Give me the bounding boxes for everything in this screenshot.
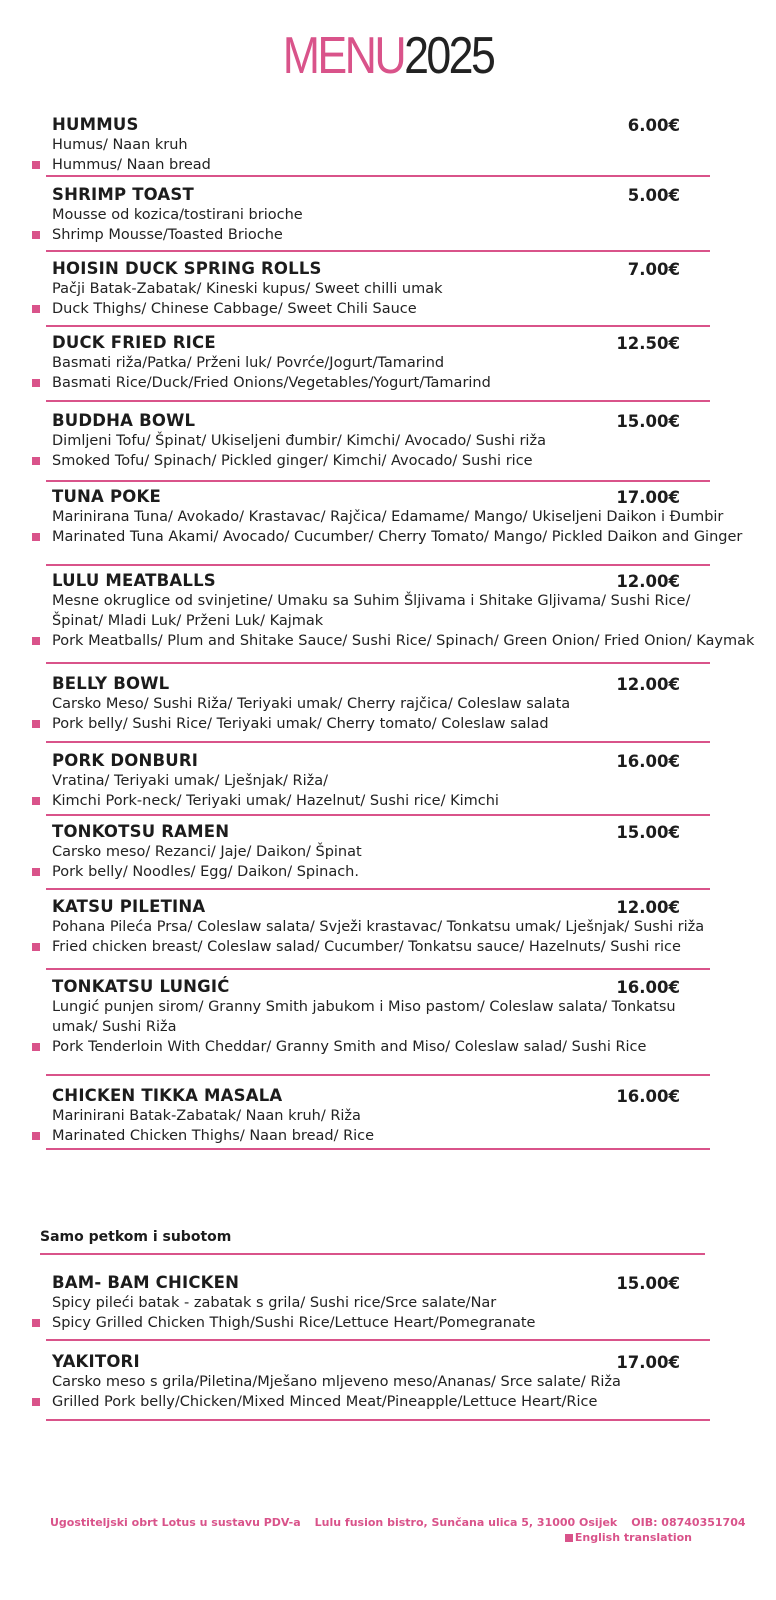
item-description-en <box>52 1392 740 1412</box>
item-description-hr: Vratina/ Teriyaki umak/ Lješnjak/ Riža/ <box>52 773 329 789</box>
menu-title-year: 2025 <box>404 27 494 85</box>
item-description-en-text: Marinated Tuna Akami/ Avocado/ Cucumber/ Cherry Tomato/ Mango/ Pickled Daikon and Ginger <box>52 529 743 545</box>
item-divider <box>46 250 710 252</box>
item-price: 16.00€ <box>616 1087 680 1106</box>
item-description-en-text: Hummus/ Naan bread <box>52 157 211 173</box>
bullet-icon <box>32 533 40 541</box>
item-name: SHRIMP TOAST <box>52 185 194 204</box>
item-description-hr: Basmati riža/Patka/ Prženi luk/ Povrće/Jogurt/Tamarind <box>52 355 445 371</box>
item-description-en-text: Basmati Rice/Duck/Fried Onions/Vegetables/Yogurt/Tamarind <box>52 375 491 391</box>
menu-item <box>30 1272 740 1333</box>
item-description-hr: Carsko meso s grila/Piletina/Mješano mljeveno meso/Ananas/ Srce salate/ Riža <box>52 1374 621 1390</box>
footer-legal: Ugostiteljski obrt Lotus u sustavu PDV-a <box>50 1516 301 1529</box>
menu-item <box>30 184 740 245</box>
menu-item <box>30 486 743 547</box>
menu-item <box>30 896 740 957</box>
item-divider <box>46 888 710 890</box>
item-description-en <box>52 527 743 547</box>
item-description-hr: Mousse od kozica/tostirani brioche <box>52 207 303 223</box>
menu-item <box>30 821 740 882</box>
item-description-hr: umak/ Sushi Riža <box>52 1019 177 1035</box>
item-name: DUCK FRIED RICE <box>52 333 216 352</box>
bullet-icon <box>32 1319 40 1327</box>
item-description-en-text: Spicy Grilled Chicken Thigh/Sushi Rice/Lettuce Heart/Pomegranate <box>52 1315 536 1331</box>
footer <box>50 1515 746 1545</box>
menu-item <box>30 332 740 393</box>
item-description-hr: Pačji Batak-Zabatak/ Kineski kupus/ Sweet chilli umak <box>52 281 443 297</box>
item-name: TONKOTSU RAMEN <box>52 822 230 841</box>
bullet-icon <box>32 1043 40 1051</box>
item-description-en <box>52 1313 740 1333</box>
item-description-en <box>52 373 740 393</box>
item-name: TUNA POKE <box>52 487 161 506</box>
item-description-en-text: Duck Thighs/ Chinese Cabbage/ Sweet Chili Sauce <box>52 301 417 317</box>
item-divider <box>46 662 710 664</box>
item-description-hr: Spicy pileći batak - zabatak s grila/ Sushi rice/Srce salate/Nar <box>52 1295 497 1311</box>
menu-item <box>30 570 755 651</box>
item-description-en-text: Pork Meatballs/ Plum and Shitake Sauce/ Sushi Rice/ Spinach/ Green Onion/ Fried Onion/ Kaymak <box>52 633 755 649</box>
item-divider <box>46 175 710 177</box>
item-divider <box>46 564 710 566</box>
item-divider <box>46 1148 710 1150</box>
item-description-en <box>52 714 740 734</box>
item-divider <box>46 1339 710 1341</box>
item-price: 16.00€ <box>616 752 680 771</box>
item-price: 17.00€ <box>616 488 680 507</box>
footer-translation-note: English translation <box>574 1531 692 1544</box>
menu-item <box>30 976 740 1057</box>
item-divider <box>46 1419 710 1421</box>
item-name: BUDDHA BOWL <box>52 411 196 430</box>
item-name: KATSU PILETINA <box>52 897 206 916</box>
menu-item <box>30 673 740 734</box>
bullet-icon <box>565 1534 573 1542</box>
bullet-icon <box>32 457 40 465</box>
item-divider <box>46 400 710 402</box>
item-description-en <box>52 937 740 957</box>
weekend-divider <box>40 1253 705 1255</box>
item-price: 15.00€ <box>616 412 680 431</box>
item-divider <box>46 1074 710 1076</box>
item-price: 12.00€ <box>616 675 680 694</box>
item-description-en <box>52 1126 740 1146</box>
item-description-hr: Marinirani Batak-Zabatak/ Naan kruh/ Riža <box>52 1108 361 1124</box>
item-price: 7.00€ <box>627 260 680 279</box>
menu-item <box>30 1351 740 1412</box>
bullet-icon <box>32 379 40 387</box>
item-description-en <box>52 155 740 175</box>
item-description-hr: Pohana Pileća Prsa/ Coleslaw salata/ Svježi krastavac/ Tonkatsu umak/ Lješnjak/ Sushi riža <box>52 919 705 935</box>
item-description-en-text: Pork Tenderloin With Cheddar/ Granny Smith and Miso/ Coleslaw salad/ Sushi Rice <box>52 1039 647 1055</box>
item-name: HOISIN DUCK SPRING ROLLS <box>52 259 322 278</box>
bullet-icon <box>32 1398 40 1406</box>
item-description-en-text: Shrimp Mousse/Toasted Brioche <box>52 227 283 243</box>
item-description-en-text: Pork belly/ Sushi Rice/ Teriyaki umak/ Cherry tomato/ Coleslaw salad <box>52 716 549 732</box>
menu-title <box>54 27 721 85</box>
item-price: 15.00€ <box>616 823 680 842</box>
item-price: 12.00€ <box>616 572 680 591</box>
item-price: 16.00€ <box>616 978 680 997</box>
item-name: YAKITORI <box>52 1352 140 1371</box>
footer-oib: OIB: 08740351704 <box>631 1516 746 1529</box>
bullet-icon <box>32 305 40 313</box>
item-name: TONKATSU LUNGIĆ <box>52 977 230 996</box>
bullet-icon <box>32 797 40 805</box>
item-description-hr: Mesne okruglice od svinjetine/ Umaku sa Suhim Šljivama i Shitake Gljivama/ Sushi Rice/ <box>52 593 691 609</box>
item-description-en-text: Grilled Pork belly/Chicken/Mixed Minced Meat/Pineapple/Lettuce Heart/Rice <box>52 1394 598 1410</box>
item-divider <box>46 814 710 816</box>
item-price: 15.00€ <box>616 1274 680 1293</box>
item-description-en <box>52 225 740 245</box>
item-price: 12.00€ <box>616 898 680 917</box>
item-price: 17.00€ <box>616 1353 680 1372</box>
item-description-hr: Humus/ Naan kruh <box>52 137 188 153</box>
item-name: PORK DONBURI <box>52 751 199 770</box>
weekend-section-label: Samo petkom i subotom <box>40 1229 232 1245</box>
menu-item <box>30 410 740 471</box>
bullet-icon <box>32 943 40 951</box>
item-divider <box>46 325 710 327</box>
menu-item <box>30 114 740 175</box>
item-description-en <box>52 631 755 651</box>
item-description-hr: Carsko Meso/ Sushi Riža/ Teriyaki umak/ Cherry rajčica/ Coleslaw salata <box>52 696 571 712</box>
item-divider <box>46 480 710 482</box>
menu-title-word: MENU <box>282 27 405 85</box>
menu-item <box>30 1085 740 1146</box>
item-description-en <box>52 299 740 319</box>
item-description-hr: Dimljeni Tofu/ Špinat/ Ukiseljeni đumbir/ Kimchi/ Avocado/ Sushi riža <box>52 433 546 449</box>
item-description-en <box>52 1037 740 1057</box>
item-description-en-text: Marinated Chicken Thighs/ Naan bread/ Rice <box>52 1128 375 1144</box>
item-name: CHICKEN TIKKA MASALA <box>52 1086 283 1105</box>
item-description-en-text: Kimchi Pork-neck/ Teriyaki umak/ Hazelnut/ Sushi rice/ Kimchi <box>52 793 499 809</box>
item-description-hr: Marinirana Tuna/ Avokado/ Krastavac/ Rajčica/ Edamame/ Mango/ Ukiseljeni Daikon i Đumbir <box>52 509 724 525</box>
item-name: HUMMUS <box>52 115 139 134</box>
item-divider <box>46 968 710 970</box>
item-price: 5.00€ <box>627 186 680 205</box>
item-divider <box>46 741 710 743</box>
item-name: BAM- BAM CHICKEN <box>52 1273 240 1292</box>
menu-item <box>30 750 740 811</box>
item-description-hr: Lungić punjen sirom/ Granny Smith jabukom i Miso pastom/ Coleslaw salata/ Tonkatsu <box>52 999 676 1015</box>
item-description-hr: Carsko meso/ Rezanci/ Jaje/ Daikon/ Špinat <box>52 844 362 860</box>
bullet-icon <box>32 1132 40 1140</box>
item-description-en-text: Fried chicken breast/ Coleslaw salad/ Cucumber/ Tonkatsu sauce/ Hazelnuts/ Sushi rice <box>52 939 681 955</box>
item-description-en <box>52 862 740 882</box>
item-description-en <box>52 451 740 471</box>
footer-address: Lulu fusion bistro, Sunčana ulica 5, 31000 Osijek <box>314 1516 618 1529</box>
bullet-icon <box>32 231 40 239</box>
item-name: LULU MEATBALLS <box>52 571 216 590</box>
bullet-icon <box>32 161 40 169</box>
item-name: BELLY BOWL <box>52 674 170 693</box>
item-description-en-text: Smoked Tofu/ Spinach/ Pickled ginger/ Kimchi/ Avocado/ Sushi rice <box>52 453 533 469</box>
bullet-icon <box>32 868 40 876</box>
item-price: 12.50€ <box>616 334 680 353</box>
item-price: 6.00€ <box>627 116 680 135</box>
menu-item <box>30 258 740 319</box>
bullet-icon <box>32 637 40 645</box>
bullet-icon <box>32 720 40 728</box>
item-description-hr: Špinat/ Mladi Luk/ Prženi Luk/ Kajmak <box>52 613 324 629</box>
item-description-en-text: Pork belly/ Noodles/ Egg/ Daikon/ Spinach. <box>52 864 359 880</box>
item-description-en <box>52 791 740 811</box>
